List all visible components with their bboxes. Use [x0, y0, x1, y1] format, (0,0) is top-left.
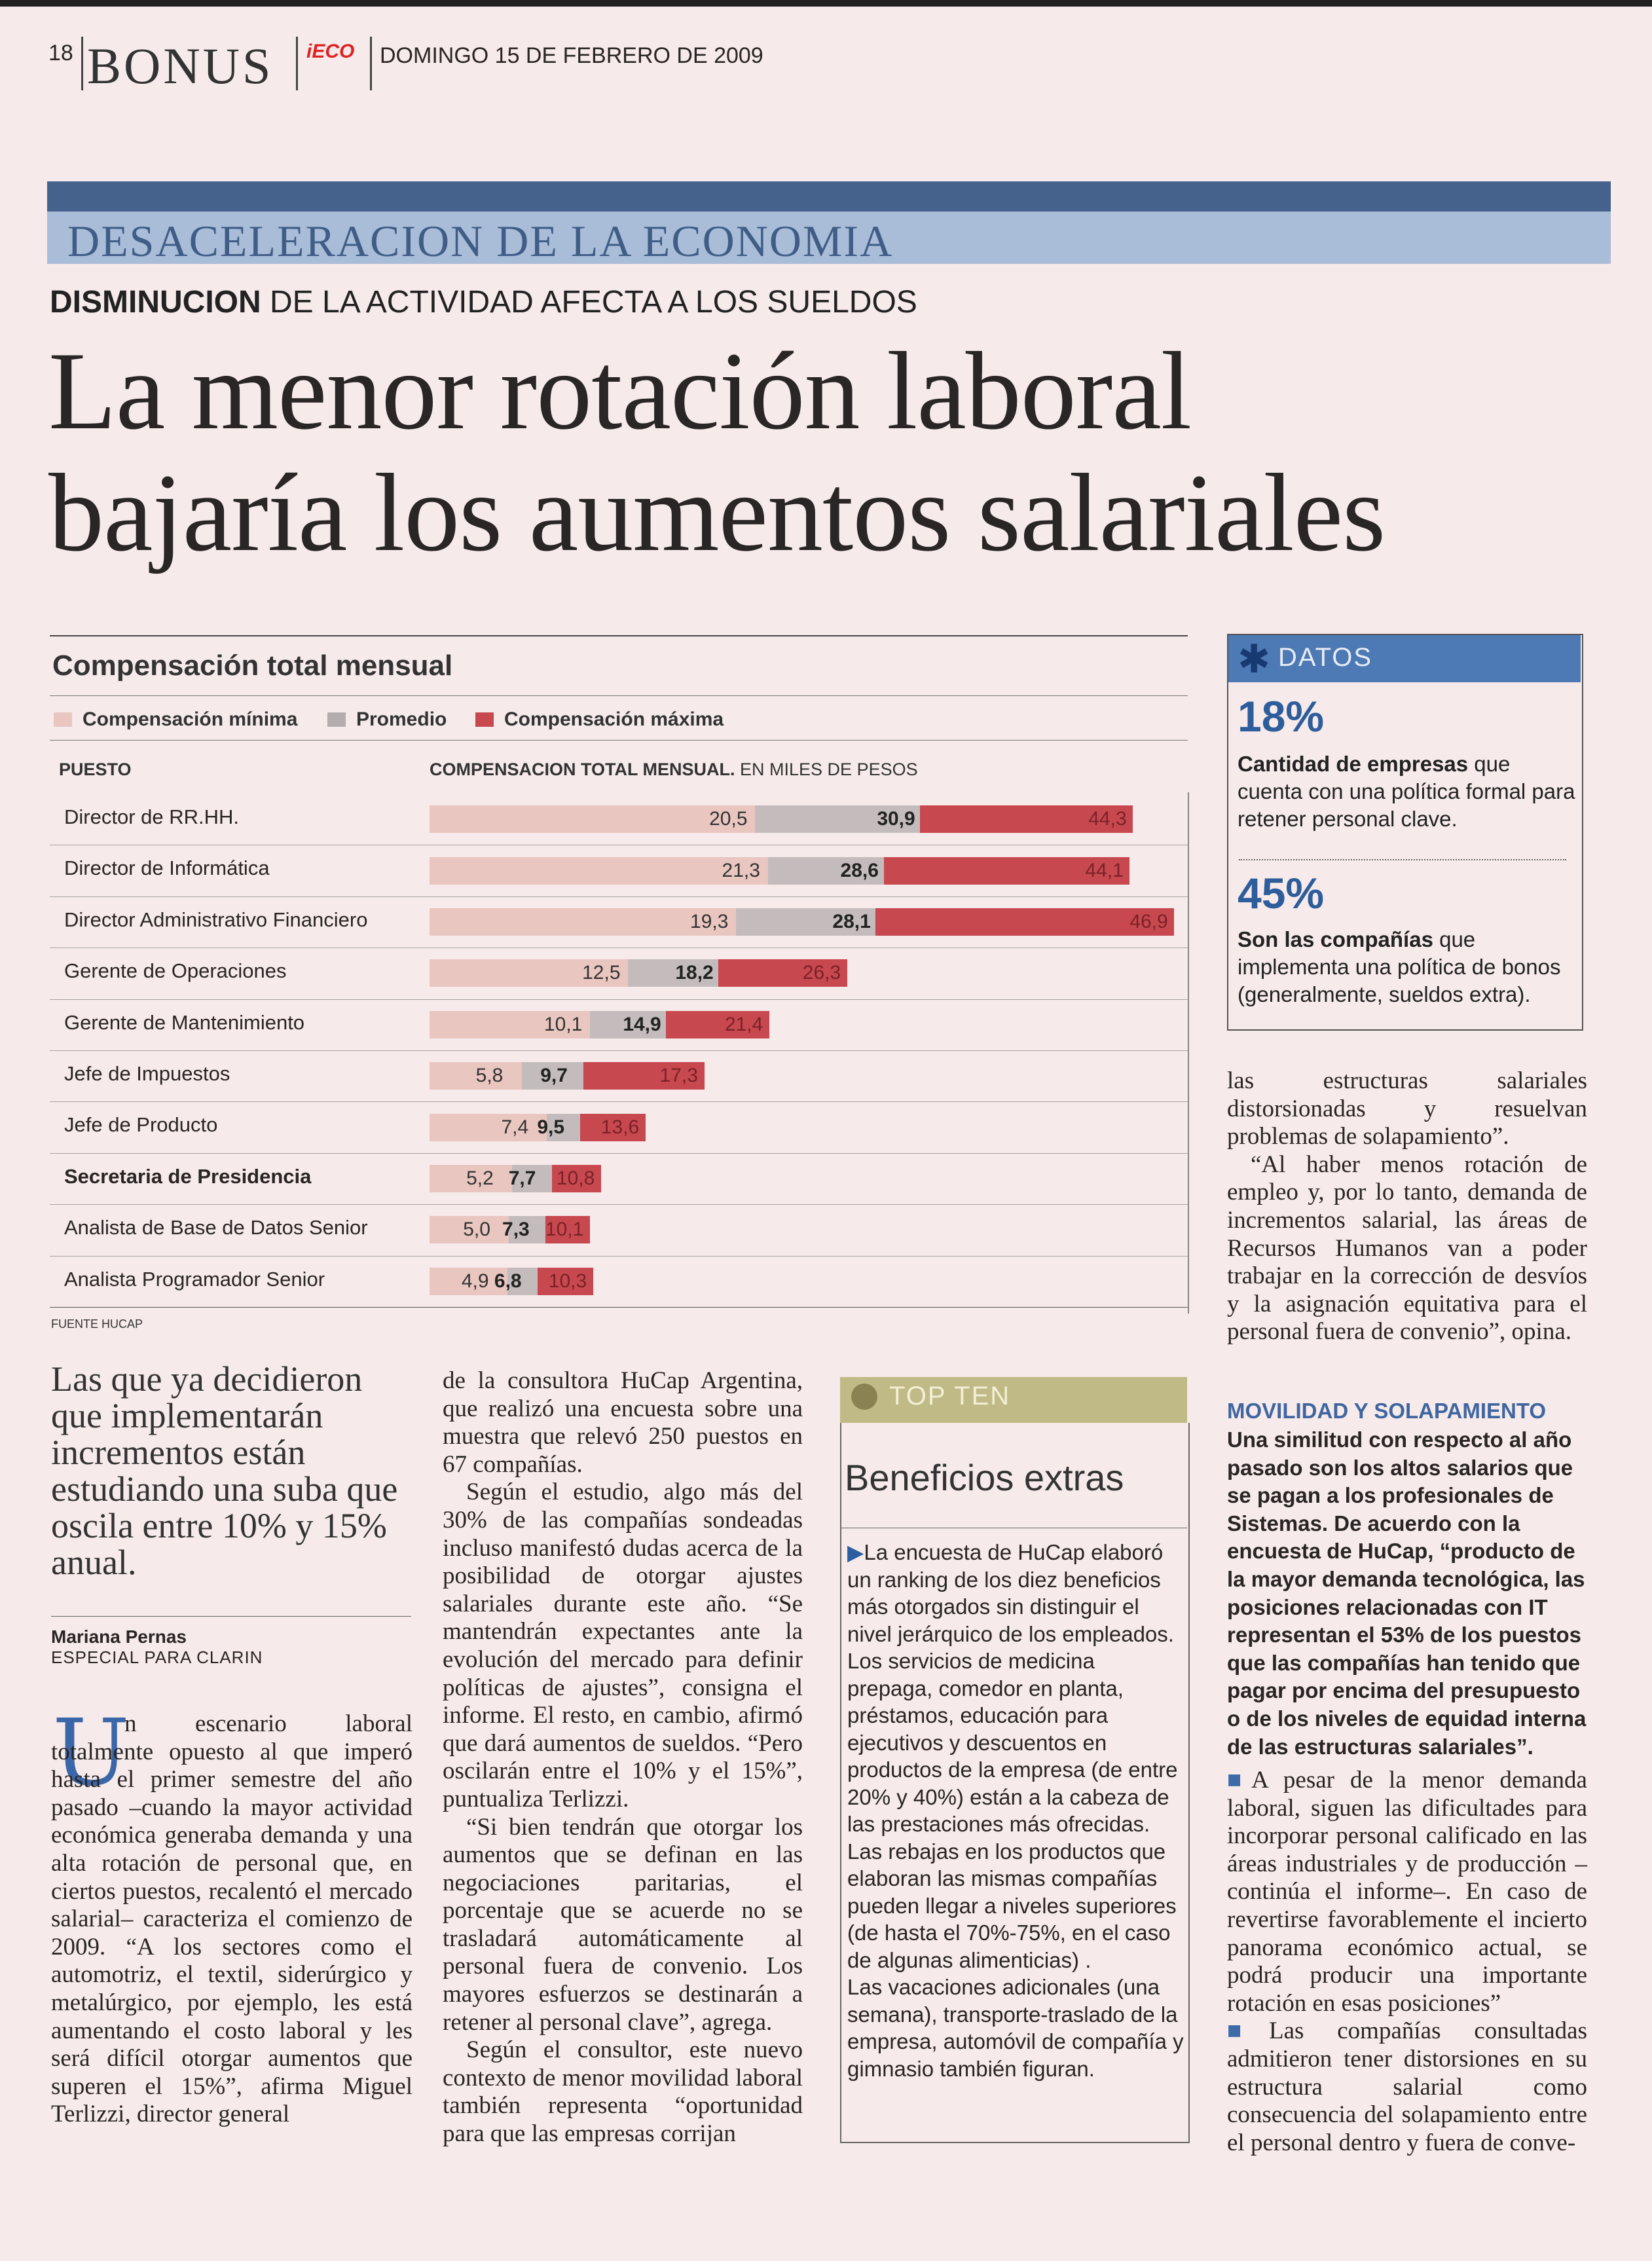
- triangle-right-icon: ▶: [847, 1540, 864, 1564]
- byline-role: ESPECIAL PARA CLARIN: [51, 1647, 263, 1667]
- value-min: 5,2: [466, 1167, 494, 1189]
- kicker-rest: DE LA ACTIVIDAD AFECTA A LOS SUELDOS: [261, 285, 917, 320]
- section-banner: DESACELERACION DE LA ECONOMIA: [67, 216, 894, 266]
- datos-text-2-bold: Son las compañías: [1238, 927, 1433, 951]
- bar-min: [430, 857, 768, 885]
- row-label: Gerente de Operaciones: [64, 959, 287, 983]
- legend-avg: [327, 708, 447, 731]
- article-col-1: n escenario laboral totalmente opuesto al que imperó hasta el primer semestre del año pasado –cuando la mayor actividad económica generaba demanda y una alta rotación de personal que, en ciertos puestos, recalentó el mercado salarial– caracteriza el comienzo de 2009. “A los sectores como el automotriz, el textil, siderúrgico y metalúrgico, por ejemplo, les está aumentando el costo laboral y les será difícil otorgar aumentos que superen el 15%”, afirma Miguel Terlizzi, director general: [51, 1710, 413, 2128]
- row-divider: [50, 1307, 1188, 1308]
- chart-rule: [50, 740, 1188, 741]
- square-bullet-icon: ■: [1227, 1767, 1252, 1793]
- bar-min: [430, 1114, 547, 1141]
- value-min: 12,5: [582, 962, 621, 984]
- datos-text-2-rest: que implementa una política de bonos (generalmente, sueldos extra).: [1238, 927, 1561, 1006]
- row-divider: [50, 1204, 1188, 1205]
- deck-rule: [51, 1616, 411, 1617]
- column-header-units: EN MILES DE PESOS: [735, 760, 918, 779]
- row-divider: [50, 947, 1188, 948]
- article-paragraph: las estructuras salariales distorsionadas y resuelvan problemas de solapamiento”.: [1227, 1067, 1587, 1150]
- headline-line-2: bajaría los aumentos salariales: [48, 451, 1386, 574]
- article-paragraph: Según el consultor, este nuevo contexto de menor movilidad laboral también representa “oportunidad para que las empresas corrijan: [443, 2036, 803, 2148]
- banner-band: [47, 181, 1611, 211]
- header-divider: [296, 37, 298, 90]
- value-min: 10,1: [543, 1013, 583, 1035]
- bullet-icon: [851, 1384, 877, 1410]
- value-avg: 30,9: [877, 808, 915, 830]
- top-ten-text: [847, 1539, 1185, 2082]
- article-paragraph: Las compañías consultadas admitieron tener distorsiones en su estructura salarial como consecuencia del solapamiento entre el personal dentro y fuera de conve-: [1227, 2017, 1587, 2156]
- value-avg: 18,2: [675, 962, 714, 984]
- row-label: Director Administrativo Financiero: [64, 908, 368, 931]
- article-col-4: [1227, 1067, 1587, 1346]
- value-avg: 6,8: [494, 1270, 522, 1292]
- chart-title: Compensación total mensual: [52, 650, 453, 682]
- column-header-values: [430, 760, 918, 780]
- row-label: Secretaria de Presidencia: [64, 1164, 312, 1188]
- row-divider: [50, 1256, 1188, 1257]
- row-divider: [50, 896, 1188, 897]
- value-min: 21,3: [722, 859, 760, 881]
- value-max: 46,9: [1129, 911, 1168, 932]
- datos-text-1-rest: que cuenta con una política formal para retener personal clave.: [1238, 752, 1575, 831]
- kicker: [50, 284, 917, 320]
- value-avg: 7,3: [502, 1219, 530, 1241]
- page-top-edge: [0, 0, 1652, 7]
- row-label: Jefe de Impuestos: [64, 1062, 230, 1085]
- value-min: 19,3: [690, 911, 729, 932]
- deck: Las que ya decidieron que implementarán incrementos están estudiando una suba que oscila entre 10% y 15% anual.: [51, 1359, 398, 1582]
- article-col-2: [443, 1367, 803, 2148]
- dropcap: U: [52, 1700, 130, 1807]
- datos-text-1: [1238, 750, 1578, 833]
- column-header-values-label: COMPENSACION TOTAL MENSUAL.: [430, 760, 735, 779]
- kicker-bold: DISMINUCION: [50, 285, 261, 320]
- legend-label-max: Compensación máxima: [504, 708, 724, 730]
- legend-swatch-avg: [327, 712, 346, 727]
- legend-label-min: Compensación mínima: [83, 708, 298, 730]
- row-label: Jefe de Producto: [64, 1113, 218, 1137]
- square-bullet-icon: ■: [1227, 2017, 1269, 2045]
- value-min: 5,0: [463, 1219, 490, 1241]
- value-max: 44,1: [1085, 859, 1124, 881]
- chart-source: FUENTE HUCAP: [51, 1317, 143, 1331]
- value-avg: 28,6: [840, 859, 879, 881]
- subhead-movilidad: MOVILIDAD Y SOLAPAMIENTO: [1227, 1399, 1547, 1423]
- datos-text-1-bold: Cantidad de empresas: [1238, 752, 1469, 776]
- article-paragraph: “Si bien tendrán que otorgar los aumentos que se definan en las negociaciones paritarias, el porcentaje que se acuerde no se trasladará automáticamente al personal fuera de convenio. Los mayores esfuerzos se destinarán a retener al personal clave”, agrega.: [443, 1813, 803, 2036]
- article-paragraph: Según el estudio, algo más del 30% de las compañías sondeadas incluso manifestó dudas acerca de la posibilidad de otorgar ajustes salariales durante este año. “Se mantendrán expectantes ante la evolución del mercado para definir políticas de ajustes”, consigna el informe. El resto, en cambio, afirmó que dará aumentos de sueldos. “Pero oscilarán entre el 10% y el 15%”, puntualiza Terlizzi.: [443, 1479, 803, 1812]
- article-paragraph: “Al haber menos rotación de empleo y, por lo tanto, demanda de incrementos salarial, las áreas de Recursos Humanos van a poder trabajar en la corrección de desvíos y la asignación equitativa para el personal fuera de convenio”, opina.: [1227, 1150, 1587, 1346]
- row-label: Director de RR.HH.: [64, 805, 239, 828]
- chart-rule: [50, 695, 1188, 696]
- page-number: 18: [48, 41, 73, 65]
- top-ten-paragraph-1: La encuesta de HuCap elaboró un ranking de los diez beneficios más otorgados sin distinguir el nivel jerárquico de los empleados. Los servicios de medicina prepaga, comedor en planta, préstamos, educación para ejecutivos y descuentos en productos de la empresa (de entre 20% y 40%) están a la cabeza de las prestaciones más ofrecidas. Las rebajas en los productos que elaboran las mismas compañías pueden llegar a niveles superiores (de hasta el 70%-75%, en el caso de algunas alimenticias) .: [847, 1540, 1178, 1972]
- value-max: 10,1: [545, 1219, 584, 1241]
- section-name: BONUS: [87, 37, 274, 94]
- value-min: 20,5: [709, 808, 748, 830]
- bar-min: [430, 805, 755, 833]
- row-divider: [50, 1153, 1188, 1154]
- row-label: Gerente de Mantenimiento: [64, 1010, 305, 1034]
- article-col-4-continued: [1227, 1767, 1587, 2157]
- value-avg: 9,5: [537, 1116, 565, 1138]
- row-divider: [50, 1101, 1188, 1102]
- legend-swatch-max: [475, 712, 494, 727]
- issue-date: DOMINGO 15 DE FEBRERO DE 2009: [380, 43, 763, 68]
- value-max: 44,3: [1088, 808, 1127, 830]
- datos-stat-2: 45%: [1238, 869, 1325, 917]
- top-ten-subtitle: Beneficios extras: [845, 1457, 1124, 1498]
- row-label: Analista Programador Senior: [64, 1267, 325, 1291]
- value-min: 5,8: [475, 1065, 504, 1087]
- article-paragraph: de la consultora HuCap Argentina, que realizó una encuesta sobre una muestra que relevó 250 puestos en 67 compañías.: [443, 1367, 803, 1478]
- value-min: 4,9: [461, 1270, 489, 1292]
- movilidad-lede: Una similitud con respecto al año pasado son los altos salarios que se pagan a los profesionales de Sistemas. De acuerdo con la encuesta de HuCap, “producto de la mayor demanda tecnológica, las posiciones relacionadas con IT representan el 53% de los puestos que las compañías han tenido que pagar por encima del presupuesto o de los niveles de equidad interna de las estructuras salariales”.: [1227, 1427, 1587, 1759]
- article-paragraph: A pesar de la menor demanda laboral, siguen las dificultades para incorporar personal calificado en las áreas industriales y de producción –continúa el informe–. En caso de revertirse favorablemente el incierto panorama económico actual, se podrá producir una importante rotación en esas posiciones”: [1227, 1767, 1587, 2017]
- datos-divider: [1239, 859, 1566, 860]
- row-label: Analista de Base de Datos Senior: [64, 1216, 368, 1240]
- value-avg: 7,7: [508, 1167, 536, 1189]
- column-header-puesto: PUESTO: [59, 760, 132, 779]
- header-divider: [370, 37, 372, 90]
- value-avg: 9,7: [540, 1065, 568, 1087]
- value-max: 13,6: [600, 1116, 640, 1138]
- byline-name: Mariana Pernas: [51, 1627, 187, 1647]
- legend-max: [475, 708, 724, 731]
- header-divider: [81, 37, 83, 90]
- datos-stat-1: 18%: [1238, 692, 1325, 741]
- supplement-logo: iECO: [306, 41, 355, 62]
- headline-line-1: La menor rotación laboral: [48, 329, 1192, 452]
- row-label: Director de Informática: [64, 856, 270, 880]
- legend-label-avg: Promedio: [356, 708, 447, 730]
- value-avg: 14,9: [623, 1013, 661, 1035]
- value-max: 26,3: [802, 962, 841, 984]
- star-icon: ✱: [1238, 637, 1271, 681]
- value-min: 7,4: [501, 1116, 529, 1138]
- legend-min: [54, 708, 297, 731]
- value-max: 10,3: [548, 1270, 587, 1292]
- datos-text-2: [1238, 926, 1578, 1008]
- row-divider: [50, 999, 1188, 1000]
- datos-title: DATOS: [1278, 643, 1373, 672]
- value-max: 17,3: [659, 1065, 698, 1087]
- top-ten-label: TOP TEN: [889, 1382, 1011, 1410]
- value-avg: 28,1: [832, 911, 871, 932]
- chart-top-rule: [50, 635, 1188, 636]
- row-divider: [50, 1050, 1188, 1051]
- value-max: 10,8: [556, 1167, 595, 1189]
- value-max: 21,4: [724, 1013, 763, 1035]
- top-ten-paragraph-2: Las vacaciones adicionales (una semana), transporte-traslado de la empresa, automóvil de compañía y gimnasio también figuran.: [847, 1975, 1184, 2081]
- legend-swatch-min: [54, 712, 72, 727]
